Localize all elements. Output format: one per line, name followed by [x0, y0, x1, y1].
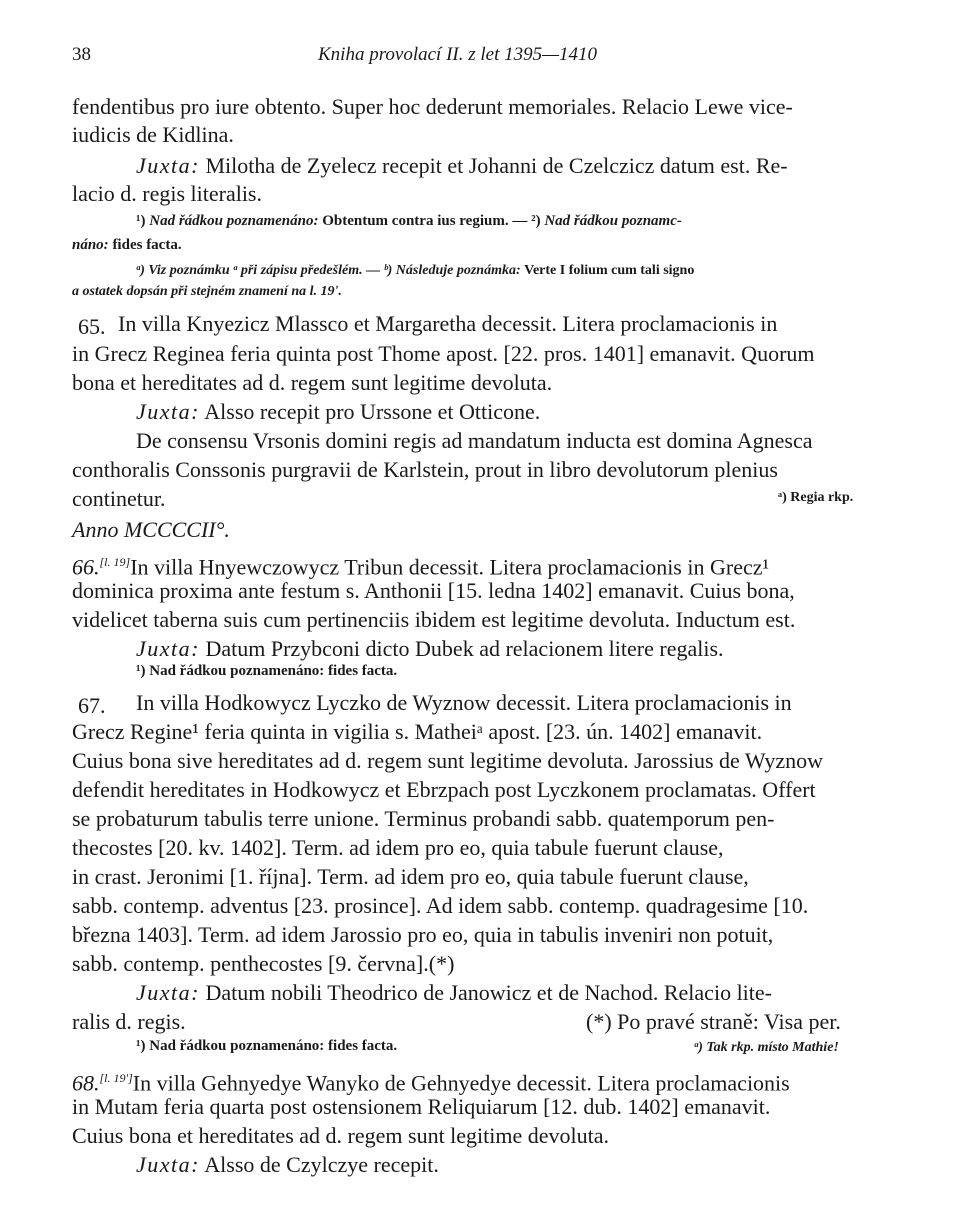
text-line: defendit hereditates in Hodkowycz et Ebrzpach post Lyczkonem proclamatas. Offert	[72, 777, 816, 802]
side-note: (*) Po pravé straně: Visa per.	[586, 1009, 841, 1034]
footnote-line: ¹) Nad řádkou poznamenáno: fides facta.	[136, 1038, 398, 1054]
text-line: dominica proxima ante festum s. Anthonii [15. ledna 1402] emanavit. Cuius bona,	[72, 578, 795, 603]
text-line: sabb. contemp. adventus [23. prosince]. Ad idem sabb. contemp. quadragesime [10.	[72, 893, 809, 918]
text-line: bona et hereditates ad d. regem sunt legitime devoluta.	[72, 370, 553, 395]
side-note: ᵃ) Regia rkp.	[778, 490, 854, 505]
text-line: conthoralis Conssonis purgravii de Karlstein, prout in libro devolutorum plenius	[72, 457, 778, 482]
text-line: continetur.	[72, 486, 166, 511]
running-title: Kniha provolací II. z let 1395—1410	[318, 44, 597, 65]
text-line: De consensu Vrsonis domini regis ad mandatum inducta est domina Agnesca	[136, 428, 813, 453]
text-line: In villa Knyezicz Mlassco et Margaretha decessit. Litera proclamacionis in	[118, 311, 778, 336]
footnote-line: ¹) Nad řádkou poznamenáno: fides facta.	[136, 663, 398, 679]
text-line: in crast. Jeronimi [1. října]. Term. ad idem pro eo, quia tabule fuerunt clause,	[72, 864, 749, 889]
text-line: in Mutam feria quarta post ostensionem Reliquiarum [12. dub. 1402] emanavit.	[72, 1094, 771, 1119]
text-line: ralis d. regis.	[72, 1009, 186, 1034]
text-line: In villa Hodkowycz Lyczko de Wyznow decessit. Litera proclamacionis in	[136, 690, 792, 715]
footnote-line: náno: fides facta.	[72, 237, 182, 253]
text-line: in Grecz Reginea feria quinta post Thome apost. [22. pros. 1401] emanavit. Quorum	[72, 341, 815, 366]
footnote-line: ᵃ) Viz poznámku ᵃ při zápisu předešlém. — ᵇ) Následuje poznámka: Verte I folium cum tali signo	[136, 263, 695, 278]
text-line: Grecz Regine¹ feria quinta in vigilia s. Matheiᵃ apost. [23. ún. 1402] emanavit.	[72, 719, 763, 744]
footnote-line: ᵃ) Tak rkp. místo Mathie!	[694, 1040, 839, 1055]
footnote-line: ¹) Nad řádkou poznamenáno: Obtentum contra ius regium. — ²) Nad řádkou poznamc-	[136, 213, 682, 229]
footnote-line: a ostatek dopsán při stejném znamení na l. 19ʹ.	[72, 284, 342, 299]
text-line: videlicet taberna suis cum pertinenciis ibidem est legitime devoluta. Inductum est.	[72, 607, 796, 632]
juxta-line: Juxta: Alsso de Czylczye recepit.	[136, 1152, 439, 1177]
entry-line: 68.[l. 19ʹ]In villa Gehnyedye Wanyko de Gehnyedye decessit. Litera proclamacionis	[72, 1070, 790, 1096]
entry-number: 67.	[78, 693, 106, 718]
juxta-line: Juxta: Datum nobili Theodrico de Janowicz et de Nachod. Relacio lite-	[136, 980, 772, 1005]
juxta-line: Juxta: Milotha de Zyelecz recepit et Johanni de Czelczicz datum est. Re-	[136, 153, 788, 178]
juxta-line: Juxta: Datum Przybconi dicto Dubek ad relacionem litere regalis.	[136, 636, 724, 661]
year-heading: Anno MCCCCII°.	[72, 517, 230, 542]
text-line: fendentibus pro iure obtento. Super hoc dederunt memoriales. Relacio Lewe vice-	[72, 94, 793, 119]
text-line: thecostes [20. kv. 1402]. Term. ad idem pro eo, quia tabule fuerunt clause,	[72, 835, 724, 860]
page-number: 38	[72, 44, 91, 65]
text-line: sabb. contemp. penthecostes [9. června].(*)	[72, 951, 455, 976]
juxta-line: Juxta: Alsso recepit pro Urssone et Otticone.	[136, 399, 541, 424]
text-line: Cuius bona et hereditates ad d. regem sunt legitime devoluta.	[72, 1123, 610, 1148]
entry-line: 66.[l. 19]In villa Hnyewczowycz Tribun decessit. Litera proclamacionis in Grecz¹	[72, 554, 770, 580]
text-line: března 1403]. Term. ad idem Jarossio pro eo, quia in tabulis inveniri non potuit,	[72, 922, 774, 947]
text-line: Cuius bona sive hereditates ad d. regem sunt legitime devoluta. Jarossius de Wyznow	[72, 748, 823, 773]
text-line: iudicis de Kidlina.	[72, 122, 234, 147]
text-line: se probaturum tabulis terre unione. Terminus probandi sabb. quatemporum pen-	[72, 806, 775, 831]
text-line: lacio d. regis literalis.	[72, 181, 262, 206]
entry-number: 65.	[78, 314, 106, 339]
